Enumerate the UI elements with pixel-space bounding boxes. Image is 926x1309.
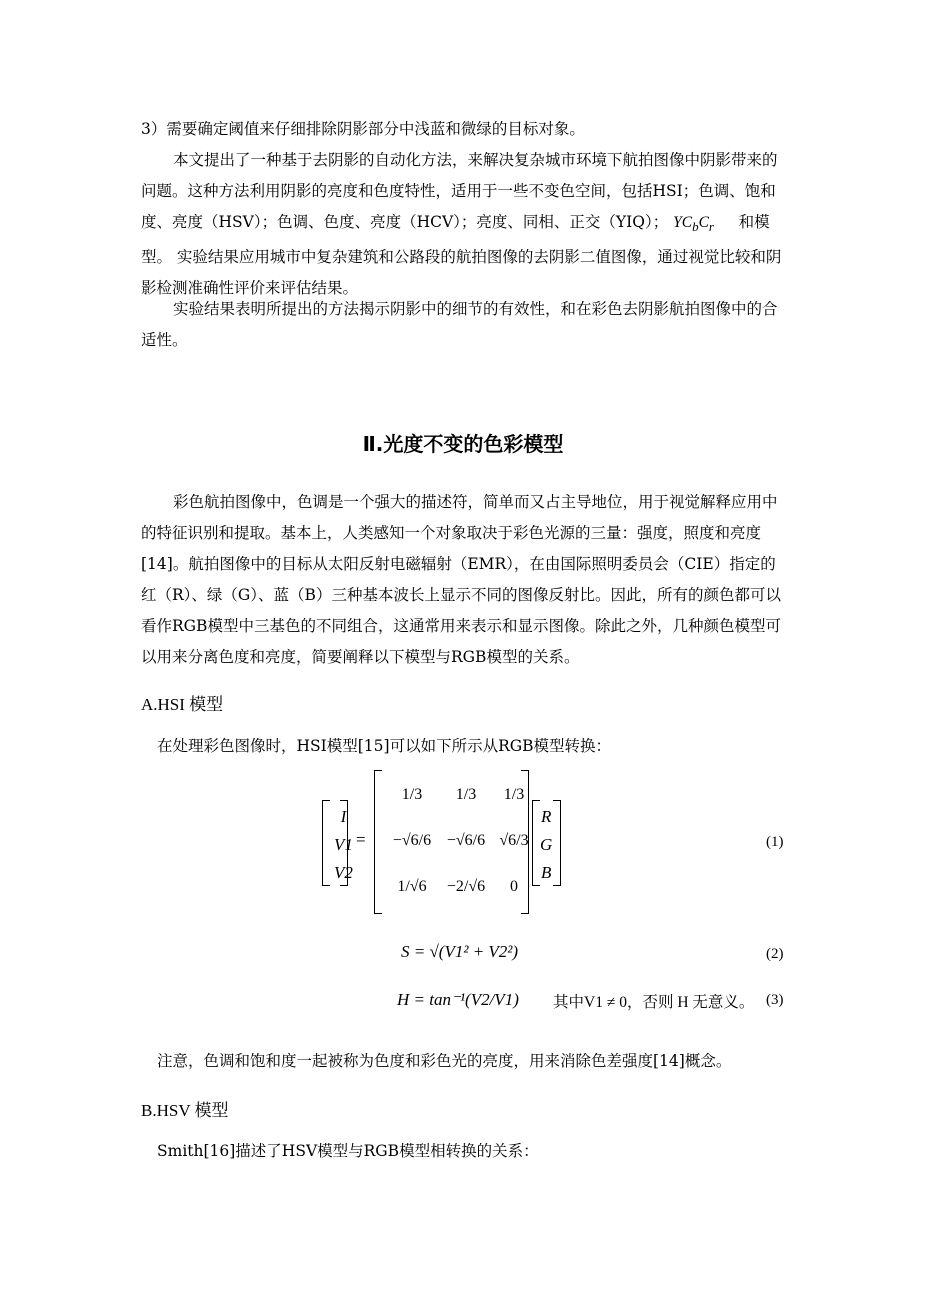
transform-matrix: 1/3 1/3 1/3 −√6/6 −√6/6 √6/3 1/√6 −2/√6 0 [392, 786, 529, 895]
paragraph-6: 注意，色调和饱和度一起被称为色度和彩色光的亮度，用来消除色差强度[14]概念。 [157, 1052, 732, 1070]
equation-2-body: S = √(V1² + V2²) [401, 942, 519, 961]
equation-number-3: (3) [766, 992, 784, 1008]
paragraph-5: 在处理彩色图像时，HSI模型[15]可以如下所示从RGB模型转换： [157, 737, 612, 755]
section-heading-2: Ⅱ.光度不变的色彩模型 [362, 432, 564, 456]
equation-number-2: (2) [766, 946, 784, 962]
subsection-heading-b: B.HSV 模型 [141, 1101, 229, 1120]
equation-number-1: (1) [766, 834, 784, 850]
paragraph-1: 3）需要确定阈值来仔细排除阴影部分中浅蓝和微绿的目标对象。 [141, 120, 585, 138]
lhs-vector: I V1 V2 [334, 807, 353, 882]
subsection-heading-a: A.HSI 模型 [141, 695, 224, 714]
equation-3-note: 其中V1 ≠ 0，否则 H 无意义。 [553, 994, 755, 1011]
equation-3-body: H = tan⁻¹(V2/V1) [397, 990, 519, 1009]
paragraph-4: 彩色航拍图像中，色调是一个强大的描述符，简单而又占主导地位，用于视觉解释应用中的特征识别和提取。基本上，人类感知一个对象取决于彩色光源的三量：强度，照度和亮度[14]。航拍图像中的目标从太阳反射电磁辐射（EMR），在由国际照明委员会（CIE）指定的红（R）、绿（G）、蓝（B）三种基本波长上显示不同的图像反射比。因此，所有的颜色都可以看作RGB模型中三基色的不同组合，这通常用来表示和显示图像。除此之外，几种颜色模型可以用来分离色度和亮度，简要阐释以下模型与RGB模型的关系。 [141, 493, 781, 666]
paragraph-3: 实验结果表明所提出的方法揭示阴影中的细节的有效性，和在彩色去阴影航拍图像中的合适性。 [141, 300, 778, 349]
paragraph-2: 本文提出了一种基于去阴影的自动化方法，来解决复杂城市环境下航拍图像中阴影带来的问题。这种方法利用阴影的亮度和色度特性，适用于一些不变色空间，包括HSI；色调、饱和度、亮度（HSV）；色调、色度、亮度（HCV）；亮度、同相、正交（YIQ）； $YC_bC_r$ 和模型。 实验结果应用城市中复杂建筑和公路段的航拍图像的去阴影二值图像，通过视觉比较和阴影检测准确性评价来评估结果。 [141, 151, 782, 298]
rhs-vector: R G B [540, 807, 553, 882]
paragraph-7: Smith[16]描述了HSV模型与RGB模型相转换的关系： [157, 1142, 539, 1160]
